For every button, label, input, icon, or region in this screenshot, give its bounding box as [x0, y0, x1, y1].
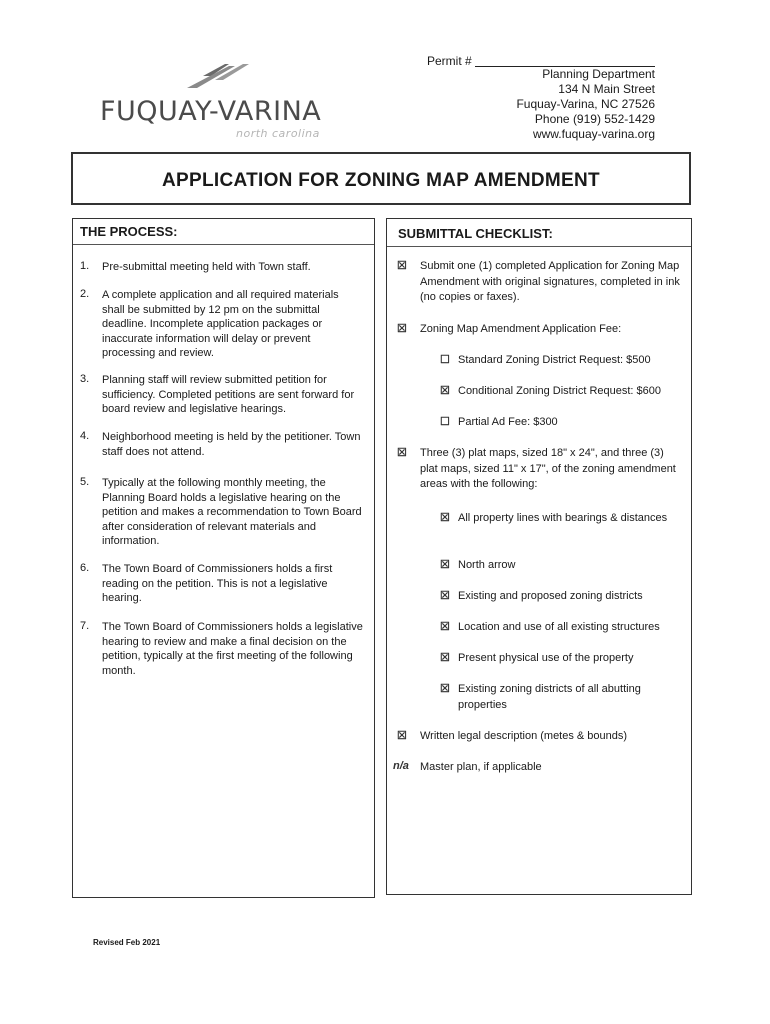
checklist-item: North arrow	[458, 559, 516, 571]
step-number: 5.	[80, 476, 90, 488]
checklist-divider	[387, 246, 691, 247]
permit-number-label: Permit #	[427, 54, 472, 68]
checkbox-checked-icon[interactable]: ☒	[440, 385, 450, 397]
checklist-item: All property lines with bearings & distances	[458, 512, 668, 524]
step-text: A complete application and all required materials shall be submitted by 12 pm on the submittal deadline. Incomplete application packages or inaccurate information will delay or prevent processing and review.	[102, 289, 339, 359]
checklist-item: Standard Zoning District Request: $500	[458, 354, 651, 366]
checkbox-checked-icon[interactable]: ☒	[397, 730, 407, 742]
checklist-item: Master plan, if applicable	[420, 761, 542, 773]
process-divider	[73, 244, 374, 245]
checklist-item: Present physical use of the property	[458, 652, 634, 664]
checklist-item: Existing and proposed zoning districts	[458, 590, 643, 602]
step-number: 4.	[80, 430, 90, 442]
department-city: Fuquay-Varina, NC 27526	[516, 97, 655, 111]
checklist-item: Zoning Map Amendment Application Fee:	[420, 323, 622, 335]
checkbox-unchecked-icon[interactable]: ☐	[440, 354, 450, 366]
checklist-item: Conditional Zoning District Request: $600	[458, 385, 662, 397]
step-number: 7.	[80, 620, 90, 632]
step-number: 3.	[80, 373, 90, 385]
department-phone: Phone (919) 552-1429	[534, 112, 655, 126]
not-applicable-mark: n/a	[393, 760, 409, 772]
step-number: 1.	[80, 260, 90, 272]
revision-date: Revised Feb 2021	[93, 938, 161, 947]
checkbox-checked-icon[interactable]: ☒	[440, 683, 450, 695]
checklist-heading: SUBMITTAL CHECKLIST:	[398, 226, 553, 241]
step-number: 2.	[80, 288, 90, 300]
checkbox-checked-icon[interactable]: ☒	[440, 512, 450, 524]
checklist-item: Partial Ad Fee: $300	[458, 416, 558, 428]
logo-wordmark: FUQUAY-VARINA	[100, 96, 322, 127]
department-address	[480, 67, 655, 142]
process-heading: THE PROCESS:	[80, 224, 178, 239]
logo-subtitle: north carolina	[236, 127, 320, 140]
checkbox-checked-icon[interactable]: ☒	[397, 323, 407, 335]
step-text: Pre-submittal meeting held with Town staff.	[102, 261, 311, 273]
department-website: www.fuquay-varina.org	[532, 127, 655, 141]
checkbox-unchecked-icon[interactable]: ☐	[440, 416, 450, 428]
page-title: APPLICATION FOR ZONING MAP AMENDMENT	[162, 170, 600, 191]
checklist-item: Three (3) plat maps, sized 18" x 24", and three (3) plat maps, sized 11" x 17", of the zoning amendment areas with the following:	[420, 447, 676, 490]
checkbox-checked-icon[interactable]: ☒	[440, 559, 450, 571]
step-text: Neighborhood meeting is held by the petitioner. Town staff does not attend.	[102, 431, 361, 458]
checkbox-checked-icon[interactable]: ☒	[440, 590, 450, 602]
checkbox-checked-icon[interactable]: ☒	[440, 652, 450, 664]
checkbox-checked-icon[interactable]: ☒	[397, 447, 407, 459]
checklist-item: Existing zoning districts of all abutting properties	[458, 683, 641, 711]
checklist-item: Written legal description (metes & bounds)	[420, 730, 628, 742]
step-text: Typically at the following monthly meeting, the Planning Board holds a legislative hearing on the petition and makes a recommendation to Town Board after consideration of relevant materials and information.	[102, 477, 362, 547]
checklist-item: Submit one (1) completed Application for Zoning Map Amendment with original signatures, completed in ink (no copies or faxes).	[420, 260, 680, 303]
checkbox-checked-icon[interactable]: ☒	[440, 621, 450, 633]
checkbox-checked-icon[interactable]: ☒	[397, 260, 407, 272]
checklist-item: Location and use of all existing structures	[458, 621, 660, 633]
town-logo-icon	[185, 62, 249, 88]
step-text: The Town Board of Commissioners holds a legislative hearing to review and make a final decision on the petition, typically at the first meeting of the following month.	[102, 621, 363, 677]
checklist-panel	[386, 218, 692, 895]
step-text: Planning staff will review submitted petition for sufficiency. Completed petitions are sent forward for board review and legislative hearings.	[102, 374, 355, 415]
step-text: The Town Board of Commissioners holds a first reading on the petition. This is not a legislative hearing.	[102, 563, 333, 604]
step-number: 6.	[80, 562, 90, 574]
department-name: Planning Department	[542, 67, 655, 81]
department-street: 134 N Main Street	[558, 82, 655, 96]
